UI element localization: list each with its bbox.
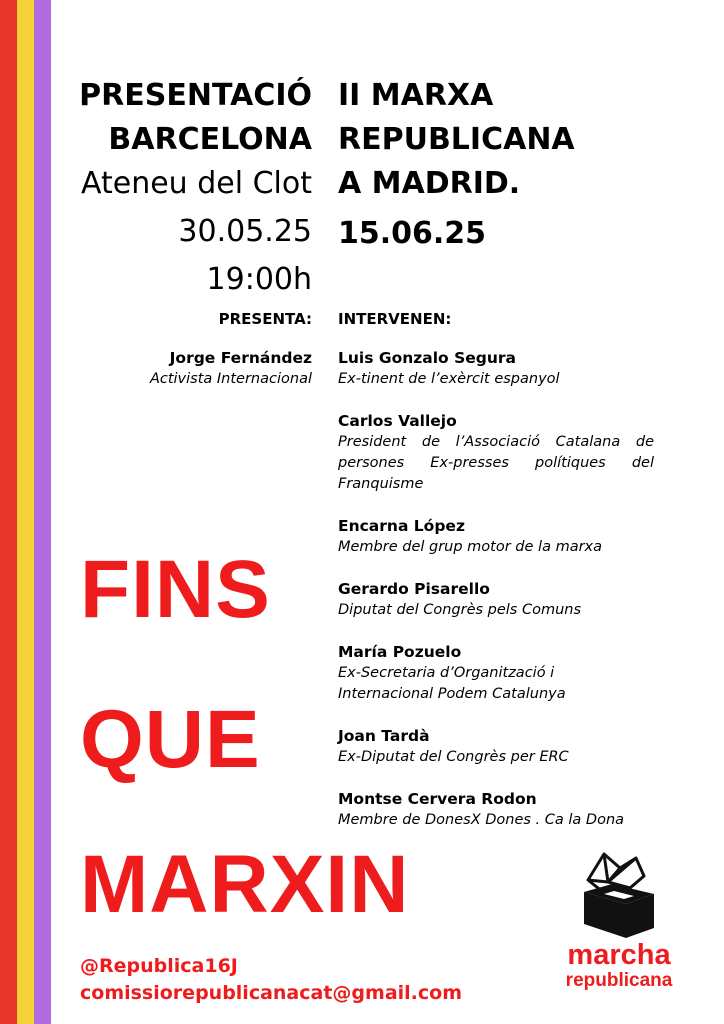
march-title-line1: II MARXA (338, 78, 494, 113)
flag-stripe-yellow (17, 0, 34, 1024)
speaker-role: Ex-Secretaria d’Organització i Internacional Podem Catalunya (338, 665, 566, 702)
speaker-role: Membre de DonesX Dones . Ca la Dona (338, 812, 625, 828)
marcha-republicana-logo (548, 852, 690, 1002)
presenter-role: Activista Internacional (149, 371, 312, 387)
speaker-role: Diputat del Congrès pels Comuns (338, 602, 582, 618)
social-handle: @Republica16J (80, 955, 238, 977)
flag-stripe-red (0, 0, 17, 1024)
speaker-item (338, 516, 654, 558)
logo-text-marcha: marcha (567, 939, 671, 971)
slogan-line2: QUE (80, 694, 261, 785)
speaker-name: Gerardo Pisarello (338, 580, 490, 598)
flag-stripe-purple (34, 0, 51, 1024)
speaker-item (338, 579, 654, 621)
presenter-name: Jorge Fernández (169, 349, 312, 367)
venue: Ateneu del Clot (80, 166, 312, 201)
ballot-box-icon (578, 852, 660, 942)
contact-email: comissiorepublicanacat@gmail.com (80, 982, 462, 1004)
march-title-line3: A MADRID. (338, 166, 521, 201)
speaker-role: Ex-Diputat del Congrès per ERC (338, 749, 569, 765)
speaker-name: Joan Tardà (338, 727, 430, 745)
speaker-name: Carlos Vallejo (338, 412, 457, 430)
march-title-line2: REPUBLICANA (338, 122, 575, 157)
speaker-role: Membre del grup motor de la marxa (338, 539, 603, 555)
event-time: 19:00h (206, 262, 312, 297)
speaker-item (338, 642, 628, 705)
slogan-line1: FINS (80, 544, 271, 635)
logo-text-republicana: republicana (565, 970, 673, 991)
speaker-role: Ex-tinent de l’exèrcit espanyol (338, 371, 560, 387)
speaker-item (338, 348, 654, 390)
speaker-item (338, 726, 654, 768)
speaker-name: Encarna López (338, 517, 465, 535)
speakers-label: INTERVENEN: (338, 310, 452, 328)
speaker-name: Montse Cervera Rodon (338, 790, 537, 808)
city-title: BARCELONA (108, 122, 312, 157)
speaker-item (338, 411, 654, 495)
march-date: 15.06.25 (338, 216, 487, 251)
speaker-item (338, 789, 654, 831)
presentation-title: PRESENTACIÓ (79, 78, 312, 113)
presenter (150, 348, 312, 390)
speaker-name: Luis Gonzalo Segura (338, 349, 517, 367)
event-date: 30.05.25 (178, 214, 312, 249)
slogan-line3: MARXIN (80, 839, 410, 930)
speaker-role: President de l’Associació Catalana de persones Ex-presses polítiques del Franquisme (338, 434, 654, 492)
speaker-name: María Pozuelo (338, 643, 462, 661)
presenter-label: PRESENTA: (218, 310, 312, 328)
